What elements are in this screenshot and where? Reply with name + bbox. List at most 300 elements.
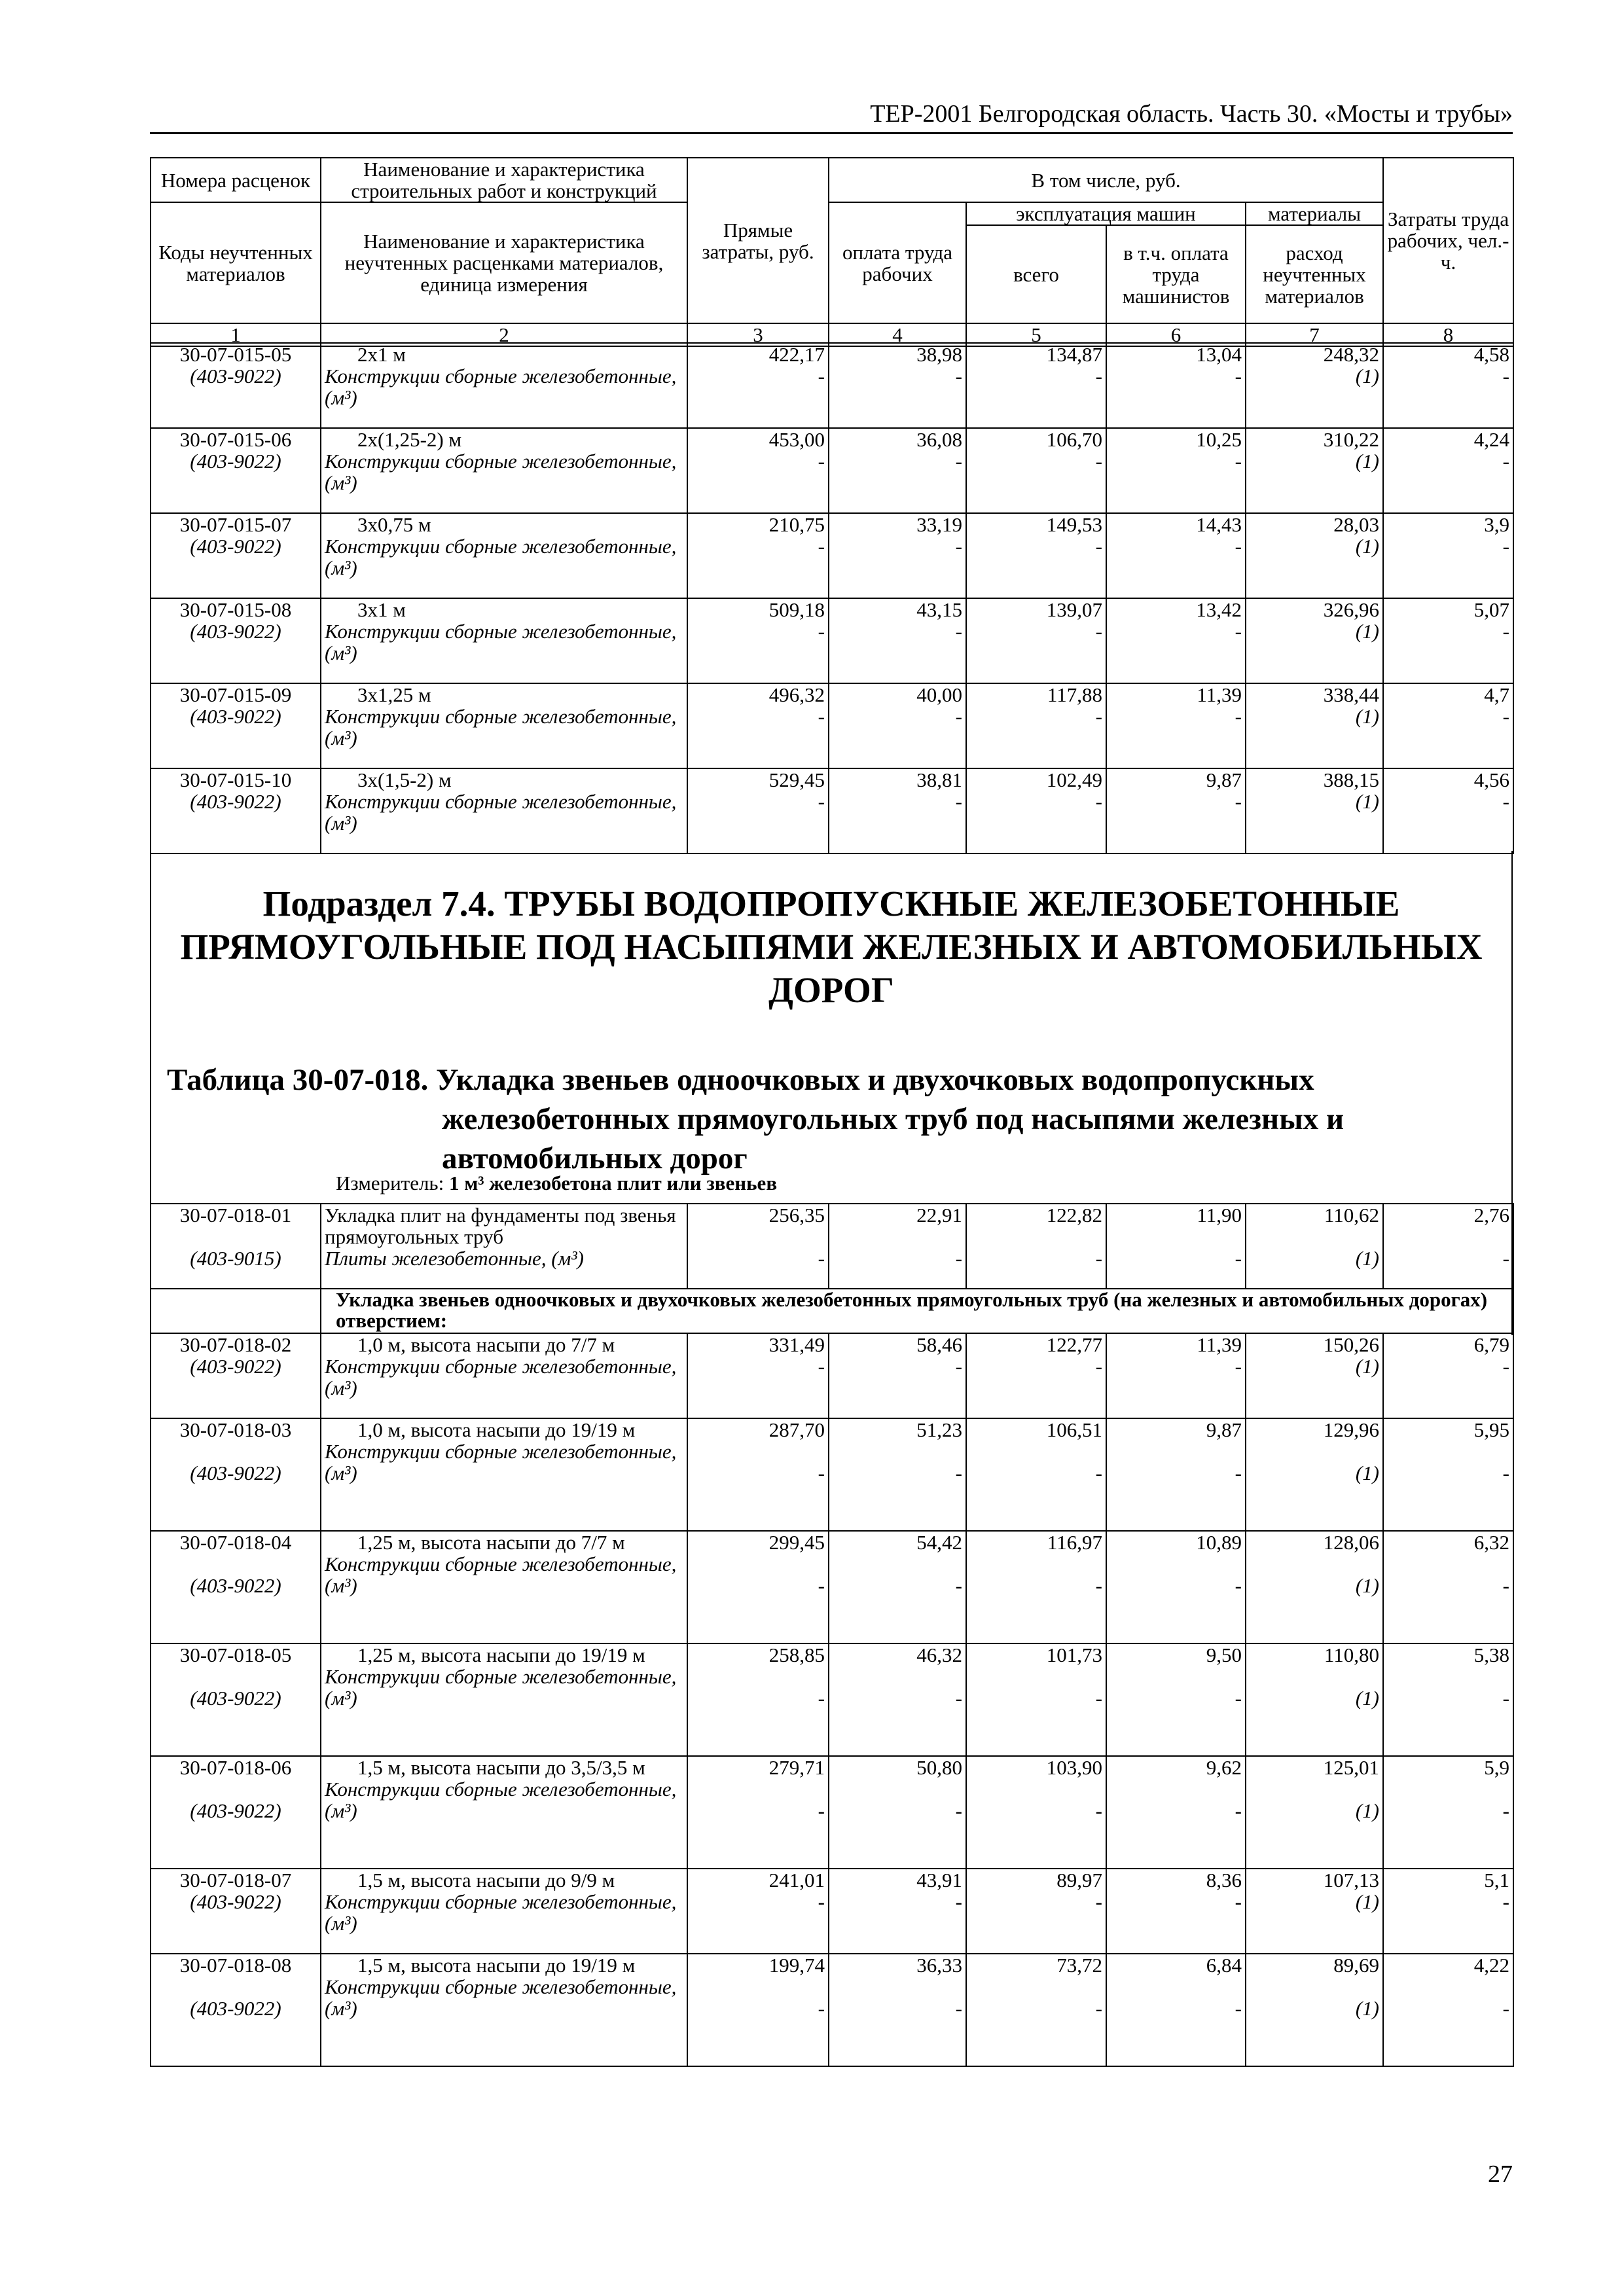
rate-name-cell	[321, 428, 687, 513]
labor-pay: 36,08	[916, 428, 962, 451]
direct-cost-cell	[687, 1204, 829, 1289]
labor-pay-cell	[829, 343, 966, 428]
material-qty: (1)	[1355, 1890, 1379, 1913]
dash: -	[1502, 1799, 1509, 1822]
labor-hours-cell	[1383, 768, 1513, 853]
labor-pay: 54,42	[916, 1531, 962, 1554]
rate-code: 30-07-018-06	[179, 1756, 292, 1779]
rate-code: 30-07-018-02	[179, 1333, 292, 1356]
labor-pay-cell	[829, 768, 966, 853]
dash: -	[1502, 705, 1509, 728]
material-name: Плиты железобетонные, (м³)	[325, 1247, 584, 1270]
materials-cost-cell	[1246, 683, 1383, 768]
rate-row	[151, 683, 1513, 768]
material-name: Конструкции сборные железобетонные, (м³)	[325, 1890, 677, 1935]
rate-code: 30-07-018-08	[179, 1954, 292, 1977]
rate-code-cell	[151, 1333, 321, 1418]
col7-head: расход неучтенных материалов	[1246, 225, 1383, 323]
rate-name-cell	[321, 598, 687, 683]
direct-cost-cell	[687, 1643, 829, 1756]
materials-cost: 110,62	[1324, 1204, 1379, 1227]
machines-total-cell	[966, 598, 1106, 683]
machinist-pay-cell	[1106, 1869, 1246, 1954]
rate-code-cell	[151, 598, 321, 683]
rate-row	[151, 428, 1513, 513]
labor-hours-cell	[1383, 1643, 1513, 1756]
dash: -	[1235, 1890, 1242, 1913]
labor-hours-cell	[1383, 513, 1513, 598]
rate-row	[151, 768, 1513, 853]
rate-code: 30-07-018-04	[179, 1531, 292, 1554]
rate-code: 30-07-015-08	[179, 598, 292, 621]
rate-code: 30-07-015-09	[179, 683, 292, 706]
rate-row	[151, 1869, 1513, 1954]
dash: -	[1502, 1247, 1509, 1270]
material-qty: (1)	[1355, 535, 1379, 558]
labor-hours-cell	[1383, 343, 1513, 428]
dash: -	[955, 705, 962, 728]
machinist-pay-cell	[1106, 1756, 1246, 1869]
labor-pay-cell	[829, 1756, 966, 1869]
rate-code-cell	[151, 1954, 321, 2066]
materials-cost: 125,01	[1323, 1756, 1379, 1779]
machines-total: 122,82	[1046, 1204, 1102, 1227]
machines-head: эксплуатация машин	[966, 202, 1246, 225]
dash: -	[1095, 450, 1102, 473]
materials-cost: 150,26	[1323, 1333, 1379, 1356]
material-name: Конструкции сборные железобетонные, (м³)	[325, 1975, 677, 2020]
material-qty: (1)	[1355, 1799, 1379, 1822]
labor-hours: 4,22	[1473, 1954, 1509, 1977]
machinist-pay: 9,62	[1206, 1756, 1242, 1779]
dash: -	[1235, 365, 1242, 387]
dash: -	[955, 1997, 962, 2020]
machinist-pay-cell	[1106, 1418, 1246, 1531]
rate-row	[151, 513, 1513, 598]
materials-cost-cell	[1246, 428, 1383, 513]
material-name: Конструкции сборные железобетонные, (м³)	[325, 365, 677, 409]
rate-name-cell	[321, 1756, 687, 1869]
labor-hours: 3,9	[1484, 513, 1509, 536]
rate-name-cell	[321, 768, 687, 853]
dash: -	[818, 705, 825, 728]
rate-name-cell	[321, 1418, 687, 1531]
labor-pay-cell	[829, 1954, 966, 2066]
materials-cost-cell	[1246, 1531, 1383, 1643]
table-title-lead: Таблица 30-07-018. Укладка звеньев одноочковых и двухочковых водопропускных	[167, 1063, 1314, 1097]
machines-total: 134,87	[1046, 343, 1102, 366]
materials-cost-cell	[1246, 598, 1383, 683]
group-blank	[151, 1289, 321, 1333]
materials-cost: 128,06	[1323, 1531, 1379, 1554]
machinist-pay: 10,25	[1196, 428, 1242, 451]
dash: -	[1235, 1997, 1242, 2020]
rate-name: 2х(1,25-2) м	[357, 428, 462, 451]
group-row	[151, 1289, 1513, 1333]
rate-name-cell	[321, 1204, 687, 1289]
dash: -	[818, 1462, 825, 1484]
rate-name-cell	[321, 683, 687, 768]
machinist-pay-cell	[1106, 343, 1246, 428]
labor-pay: 40,00	[916, 683, 962, 706]
dash: -	[818, 1890, 825, 1913]
material-qty: (1)	[1355, 1997, 1379, 2020]
materials-cost: 388,15	[1323, 768, 1379, 791]
rate-row	[151, 1531, 1513, 1643]
dash: -	[1095, 1462, 1102, 1484]
labor-hours: 6,79	[1473, 1333, 1509, 1356]
direct-cost: 210,75	[768, 513, 825, 536]
col6-head: в т.ч. оплата труда машинистов	[1106, 225, 1246, 323]
materials-cost-cell	[1246, 1756, 1383, 1869]
rate-name: Укладка плит на фундаменты под звенья прямоугольных труб	[325, 1204, 676, 1248]
rate-row	[151, 1756, 1513, 1869]
direct-cost-cell	[687, 683, 829, 768]
col-num-6: 6	[1106, 323, 1246, 346]
direct-cost-cell	[687, 768, 829, 853]
machines-total-cell	[966, 1531, 1106, 1643]
material-qty: (1)	[1355, 790, 1379, 813]
direct-cost-cell	[687, 1869, 829, 1954]
labor-pay-cell	[829, 1531, 966, 1643]
dash: -	[1235, 1687, 1242, 1710]
material-qty: (1)	[1355, 365, 1379, 387]
material-qty: (1)	[1355, 1574, 1379, 1597]
machines-total: 122,77	[1046, 1333, 1102, 1356]
dash: -	[818, 450, 825, 473]
labor-hours-cell	[1383, 1531, 1513, 1643]
material-code: (403-9022)	[190, 620, 281, 643]
rate-row	[151, 1954, 1513, 2066]
labor-pay-cell	[829, 428, 966, 513]
rate-name: 1,5 м, высота насыпи до 19/19 м	[357, 1954, 636, 1977]
col-num-7: 7	[1246, 323, 1383, 346]
rate-code-cell	[151, 1531, 321, 1643]
material-name: Конструкции сборные железобетонные, (м³)	[325, 535, 677, 579]
dash: -	[1502, 1890, 1509, 1913]
dash: -	[1095, 1997, 1102, 2020]
direct-cost-cell	[687, 598, 829, 683]
dash: -	[1502, 790, 1509, 813]
material-code: (403-9022)	[190, 365, 281, 387]
page-header: ТЕР-2001 Белгородская область. Часть 30. «Мосты и трубы»	[150, 97, 1513, 134]
direct-cost-cell	[687, 1756, 829, 1869]
unit-label: Измеритель:	[336, 1172, 444, 1194]
direct-cost-cell	[687, 1531, 829, 1643]
labor-pay-cell	[829, 1869, 966, 1954]
material-code: (403-9022)	[190, 1890, 281, 1913]
machines-total: 106,51	[1046, 1418, 1102, 1441]
dash: -	[818, 1355, 825, 1378]
rate-code-cell	[151, 1756, 321, 1869]
dash: -	[955, 365, 962, 387]
labor-pay: 36,33	[916, 1954, 962, 1977]
materials-cost: 129,96	[1323, 1418, 1379, 1441]
material-name: Конструкции сборные железобетонные, (м³)	[325, 1665, 677, 1710]
material-code: (403-9022)	[190, 1997, 281, 2020]
labor-hours: 4,56	[1473, 768, 1509, 791]
machinist-pay-cell	[1106, 683, 1246, 768]
machinist-pay: 10,89	[1196, 1531, 1242, 1554]
labor-hours: 5,9	[1484, 1756, 1509, 1779]
rate-code: 30-07-015-05	[179, 343, 292, 366]
material-qty: (1)	[1355, 1462, 1379, 1484]
direct-cost-cell	[687, 1954, 829, 2066]
labor-pay-cell	[829, 1418, 966, 1531]
rate-name-cell	[321, 1333, 687, 1418]
machinist-pay: 6,84	[1206, 1954, 1242, 1977]
col4-head: оплата труда рабочих	[829, 202, 966, 323]
machinist-pay-cell	[1106, 1531, 1246, 1643]
labor-hours: 5,38	[1473, 1643, 1509, 1666]
rate-name: 3х0,75 м	[357, 513, 431, 536]
dash: -	[1502, 1997, 1509, 2020]
rate-name: 1,25 м, высота насыпи до 7/7 м	[357, 1531, 625, 1554]
materials-cost: 338,44	[1323, 683, 1379, 706]
dash: -	[955, 620, 962, 643]
labor-hours: 5,07	[1473, 598, 1509, 621]
materials-cost-cell	[1246, 343, 1383, 428]
dash: -	[955, 1687, 962, 1710]
dash: -	[1502, 620, 1509, 643]
labor-hours: 4,7	[1484, 683, 1509, 706]
col-num-1: 1	[151, 323, 321, 346]
machinist-pay: 9,50	[1206, 1643, 1242, 1666]
direct-cost: 258,85	[768, 1643, 825, 1666]
group-header: Укладка звеньев одноочковых и двухочковых железобетонных прямоугольных труб (на железных и автомобильных дорогах) отверстием:	[321, 1289, 1513, 1333]
rate-name-cell	[321, 1643, 687, 1756]
rate-name: 1,5 м, высота насыпи до 3,5/3,5 м	[357, 1756, 645, 1779]
material-code: (403-9022)	[190, 1687, 281, 1710]
machines-total-cell	[966, 1756, 1106, 1869]
col5-head: всего	[966, 225, 1106, 323]
labor-pay: 43,15	[916, 598, 962, 621]
machines-total: 73,72	[1056, 1954, 1102, 1977]
col-num-2: 2	[321, 323, 687, 346]
rate-name: 2х1 м	[357, 343, 406, 366]
dash: -	[955, 790, 962, 813]
labor-pay-cell	[829, 513, 966, 598]
rate-row	[151, 598, 1513, 683]
material-name: Конструкции сборные железобетонные, (м³)	[325, 1552, 677, 1597]
dash: -	[818, 790, 825, 813]
labor-pay-cell	[829, 1333, 966, 1418]
direct-cost: 453,00	[768, 428, 825, 451]
dash: -	[1235, 1355, 1242, 1378]
labor-hours-cell	[1383, 1954, 1513, 2066]
rate-name: 3х1 м	[357, 598, 406, 621]
rate-name: 1,5 м, высота насыпи до 9/9 м	[357, 1869, 615, 1892]
machines-total-cell	[966, 1333, 1106, 1418]
direct-cost: 287,70	[768, 1418, 825, 1441]
machines-total: 149,53	[1046, 513, 1102, 536]
direct-cost-cell	[687, 343, 829, 428]
materials-cost-cell	[1246, 513, 1383, 598]
rate-name-cell	[321, 1531, 687, 1643]
rate-row	[151, 1204, 1513, 1289]
machinist-pay-cell	[1106, 1204, 1246, 1289]
direct-cost: 299,45	[768, 1531, 825, 1554]
dash: -	[818, 365, 825, 387]
material-qty: (1)	[1355, 705, 1379, 728]
rate-name-cell	[321, 1869, 687, 1954]
machines-total: 117,88	[1047, 683, 1102, 706]
dash: -	[1095, 365, 1102, 387]
material-code: (403-9022)	[190, 535, 281, 558]
labor-hours-cell	[1383, 598, 1513, 683]
labor-pay-cell	[829, 683, 966, 768]
labor-pay: 43,91	[916, 1869, 962, 1892]
machines-total-cell	[966, 343, 1106, 428]
materials-cost-cell	[1246, 1418, 1383, 1531]
incl-head: В том числе, руб.	[829, 158, 1383, 202]
machines-total-cell	[966, 1643, 1106, 1756]
labor-pay: 58,46	[916, 1333, 962, 1356]
dash: -	[1095, 1799, 1102, 1822]
dash: -	[1095, 1355, 1102, 1378]
rate-code-cell	[151, 428, 321, 513]
material-code: (403-9022)	[190, 450, 281, 473]
dash: -	[818, 1247, 825, 1270]
rate-code-cell	[151, 1418, 321, 1531]
col8-head: Затраты труда рабочих, чел.-ч.	[1383, 158, 1513, 323]
machines-total-cell	[966, 1204, 1106, 1289]
material-name: Конструкции сборные железобетонные, (м³)	[325, 620, 677, 664]
dash: -	[1095, 620, 1102, 643]
dash: -	[1502, 1355, 1509, 1378]
price-table-header	[150, 157, 1514, 347]
dash: -	[818, 620, 825, 643]
material-code: (403-9022)	[190, 790, 281, 813]
labor-pay: 33,19	[916, 513, 962, 536]
material-name: Конструкции сборные железобетонные, (м³)	[325, 1440, 677, 1484]
unit-value: 1 м³ железобетона плит или звеньев	[448, 1172, 778, 1194]
dash: -	[955, 1574, 962, 1597]
rate-code-cell	[151, 683, 321, 768]
dash: -	[955, 1247, 962, 1270]
rate-code-cell	[151, 1869, 321, 1954]
direct-cost: 422,17	[768, 343, 825, 366]
rate-code-cell	[151, 1643, 321, 1756]
materials-cost-cell	[1246, 1643, 1383, 1756]
machinist-pay-cell	[1106, 513, 1246, 598]
subsection-title: Подраздел 7.4. ТРУБЫ ВОДОПРОПУСКНЫЕ ЖЕЛЕЗОБЕТОННЫЕ ПРЯМОУГОЛЬНЫЕ ПОД НАСЫПЯМИ ЖЕЛЕЗНЫХ И АВТОМОБИЛЬНЫХ ДОРОГ	[180, 884, 1483, 1010]
dash: -	[1502, 1574, 1509, 1597]
dash: -	[1095, 790, 1102, 813]
dash: -	[1235, 620, 1242, 643]
dash: -	[1095, 1247, 1102, 1270]
machinist-pay: 13,42	[1196, 598, 1242, 621]
machinist-pay: 8,36	[1206, 1869, 1242, 1892]
dash: -	[1235, 535, 1242, 558]
rate-row	[151, 1333, 1513, 1418]
dash: -	[955, 1799, 962, 1822]
material-name: Конструкции сборные железобетонные, (м³)	[325, 1778, 677, 1822]
col1-bottom: Коды неучтенных материалов	[151, 202, 321, 323]
labor-hours-cell	[1383, 1204, 1513, 1289]
direct-cost: 509,18	[768, 598, 825, 621]
direct-cost-cell	[687, 1418, 829, 1531]
material-code: (403-9022)	[190, 705, 281, 728]
col3-head: Прямые затраты, руб.	[687, 158, 829, 323]
page-number: 27	[1488, 2161, 1513, 2188]
machinist-pay-cell	[1106, 768, 1246, 853]
labor-pay-cell	[829, 598, 966, 683]
material-qty: (1)	[1355, 620, 1379, 643]
machines-total-cell	[966, 683, 1106, 768]
dash: -	[1235, 705, 1242, 728]
direct-cost-cell	[687, 428, 829, 513]
materials-cost: 89,69	[1333, 1954, 1379, 1977]
price-table-top-rows	[150, 342, 1514, 854]
dash: -	[1502, 535, 1509, 558]
table-title-rest: железобетонных прямоугольных труб под насыпями железных и автомобильных дорог	[442, 1102, 1344, 1175]
machines-total: 139,07	[1046, 598, 1102, 621]
col2-top: Наименование и характеристика строительных работ и конструкций	[321, 158, 687, 202]
rate-code-cell	[151, 768, 321, 853]
rate-code: 30-07-018-05	[179, 1643, 292, 1666]
rate-name: 3х1,25 м	[357, 683, 431, 706]
machinist-pay-cell	[1106, 428, 1246, 513]
dash: -	[818, 1687, 825, 1710]
labor-hours: 4,24	[1473, 428, 1509, 451]
machinist-pay: 9,87	[1206, 1418, 1242, 1441]
material-code: (403-9022)	[190, 1799, 281, 1822]
col-num-4: 4	[829, 323, 966, 346]
dash: -	[955, 1355, 962, 1378]
machinist-pay: 11,39	[1197, 683, 1242, 706]
direct-cost: 331,49	[768, 1333, 825, 1356]
labor-hours-cell	[1383, 1869, 1513, 1954]
dash: -	[955, 535, 962, 558]
dash: -	[1502, 1462, 1509, 1484]
direct-cost: 279,71	[768, 1756, 825, 1779]
materials-cost-cell	[1246, 768, 1383, 853]
materials-cost-cell	[1246, 1869, 1383, 1954]
direct-cost: 529,45	[768, 768, 825, 791]
labor-pay: 22,91	[916, 1204, 962, 1227]
machinist-pay-cell	[1106, 598, 1246, 683]
direct-cost-cell	[687, 1333, 829, 1418]
dash: -	[818, 535, 825, 558]
materials-cost: 326,96	[1323, 598, 1379, 621]
rate-row	[151, 1643, 1513, 1756]
labor-hours-cell	[1383, 1418, 1513, 1531]
dash: -	[955, 1890, 962, 1913]
labor-pay: 38,81	[916, 768, 962, 791]
rate-name-cell	[321, 1954, 687, 2066]
machines-total: 89,97	[1056, 1869, 1102, 1892]
machinist-pay: 11,39	[1197, 1333, 1242, 1356]
rate-code: 30-07-015-10	[179, 768, 292, 791]
machines-total: 102,49	[1046, 768, 1102, 791]
unit-line	[336, 1172, 777, 1195]
material-name: Конструкции сборные железобетонные, (м³)	[325, 790, 677, 834]
rate-name: 1,25 м, высота насыпи до 19/19 м	[357, 1643, 645, 1666]
direct-cost: 241,01	[768, 1869, 825, 1892]
labor-pay: 46,32	[916, 1643, 962, 1666]
labor-pay: 38,98	[916, 343, 962, 366]
dash: -	[1502, 365, 1509, 387]
dash: -	[1095, 1574, 1102, 1597]
direct-cost: 496,32	[768, 683, 825, 706]
machinist-pay-cell	[1106, 1333, 1246, 1418]
dash: -	[955, 450, 962, 473]
materials-cost: 110,80	[1324, 1643, 1379, 1666]
rate-code: 30-07-015-06	[179, 428, 292, 451]
dash: -	[955, 1462, 962, 1484]
material-qty: (1)	[1355, 1247, 1379, 1270]
